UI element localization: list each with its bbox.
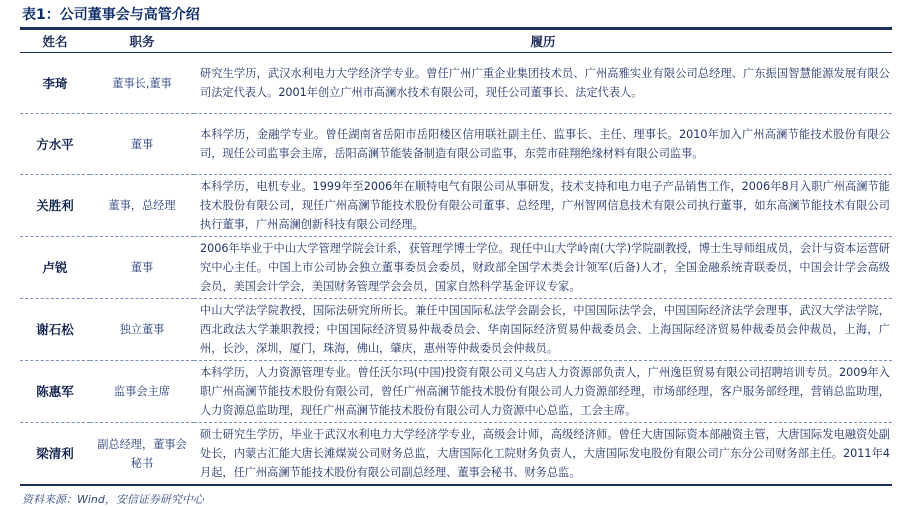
table-row: [20, 361, 892, 423]
person-resume: 中山大学法学院教授，国际法研究所所长。兼任中国国际私法学会副会长，中国国际法学会，中国国际经济法学会理事，武汉大学法学院，西北政法大学兼职教授；中国国际经济贸易仲裁委员会、华南国际经济贸易仲裁委员会、上海国际经济贸易仲裁委员会仲裁员，上海，广州，长沙，深圳，厦门，珠海，佛山，肇庆，惠州等仲裁委员会仲裁员。: [194, 299, 892, 361]
source-note: 资料来源：Wind，安信证券研究中心: [22, 493, 204, 506]
table-header-row: [20, 30, 892, 53]
person-name: 陈惠军: [20, 361, 90, 423]
person-name: 谢石松: [20, 299, 90, 361]
person-name: 梁清利: [20, 423, 90, 486]
person-position: 董事: [90, 237, 194, 299]
management-table: [20, 30, 892, 486]
person-name: 卢锐: [20, 237, 90, 299]
person-resume: 2006年毕业于中山大学管理学院会计系，获管理学博士学位。现任中山大学岭南(大学)学院副教授，博士生导师组成员，会计与资本运营研究中心主任。中国上市公司协会独立董事委员会委员，财政部全国学术类会计领军(后备)人才，全国金融系统青联委员，中国会计学会高级会员，美国会计学会，美国财务管理学会会员，国家自然科学基金评议专家。: [194, 237, 892, 299]
table-row: [20, 53, 892, 114]
table-title: 表1：公司董事会与高管介绍: [20, 0, 892, 30]
person-position: 董事，总经理: [90, 175, 194, 237]
person-position: 董事长,董事: [90, 53, 194, 114]
table-row: [20, 175, 892, 237]
header-resume: 履历: [194, 30, 892, 53]
table-row: [20, 423, 892, 486]
person-name: 方水平: [20, 114, 90, 175]
table-row: [20, 299, 892, 361]
document-page: [20, 0, 892, 507]
person-resume: 硕士研究生学历，毕业于武汉水利电力大学经济学专业，高级会计师，高级经济师。曾任大唐国际资本部融资主管，大唐国际发电融资处副处长，内蒙古汇能大唐长滩煤炭公司财务总监，大唐国际化工院财务负责人，大唐国际发电股份有限公司广东分公司财务部主任。2011年4月起，任广州高澜节能技术股份有限公司副总经理、董事会秘书、财务总监。: [194, 423, 892, 486]
person-position: 董事: [90, 114, 194, 175]
person-resume: 本科学历，人力资源管理专业。曾任沃尔玛(中国)投资有限公司义乌店人力资源部负责人，广州逸臣贸易有限公司招聘培训专员。2009年入职广州高澜节能技术股份有限公司，曾任广州高澜节能技术股份有限公司人力资源部经理，市场部经理，客户服务部经理，营销总监助理，人力资源总监助理，现任广州高澜节能技术股份有限公司人力资源中心总监，工会主席。: [194, 361, 892, 423]
table-row: [20, 237, 892, 299]
header-position: 职务: [90, 30, 194, 53]
person-resume: 本科学历，电机专业。1999年至2006年在顺特电气有限公司从事研发，技术支持和电力电子产品销售工作，2006年8月入职广州高澜节能技术股份有限公司，现任广州高澜节能技术股份有限公司董事、总经理，广州智网信息技术有限公司执行董事，如东高澜节能技术有限公司执行董事，广州高澜创新科技有限公司经理。: [194, 175, 892, 237]
person-resume: 本科学历，金融学专业。曾任湖南省岳阳市岳阳楼区信用联社副主任、监事长、主任、理事长。2010年加入广州高澜节能技术股份有限公司，现任公司监事会主席，岳阳高澜节能装备制造有限公司监事，东莞市硅翔绝缘材料有限公司监事。: [194, 114, 892, 175]
person-position: 副总经理，董事会秘书: [90, 423, 194, 486]
person-name: 关胜利: [20, 175, 90, 237]
header-name: 姓名: [20, 30, 90, 53]
person-name: 李琦: [20, 53, 90, 114]
person-position: 独立董事: [90, 299, 194, 361]
person-resume: 研究生学历，武汉水利电力大学经济学专业。曾任广州广重企业集团技术员、广州高雅实业有限公司总经理、广东振国智慧能源发展有限公司法定代表人。2001年创立广州市高澜水技术有限公司，现任公司董事长、法定代表人。: [194, 53, 892, 114]
table-row: [20, 114, 892, 175]
person-position: 监事会主席: [90, 361, 194, 423]
